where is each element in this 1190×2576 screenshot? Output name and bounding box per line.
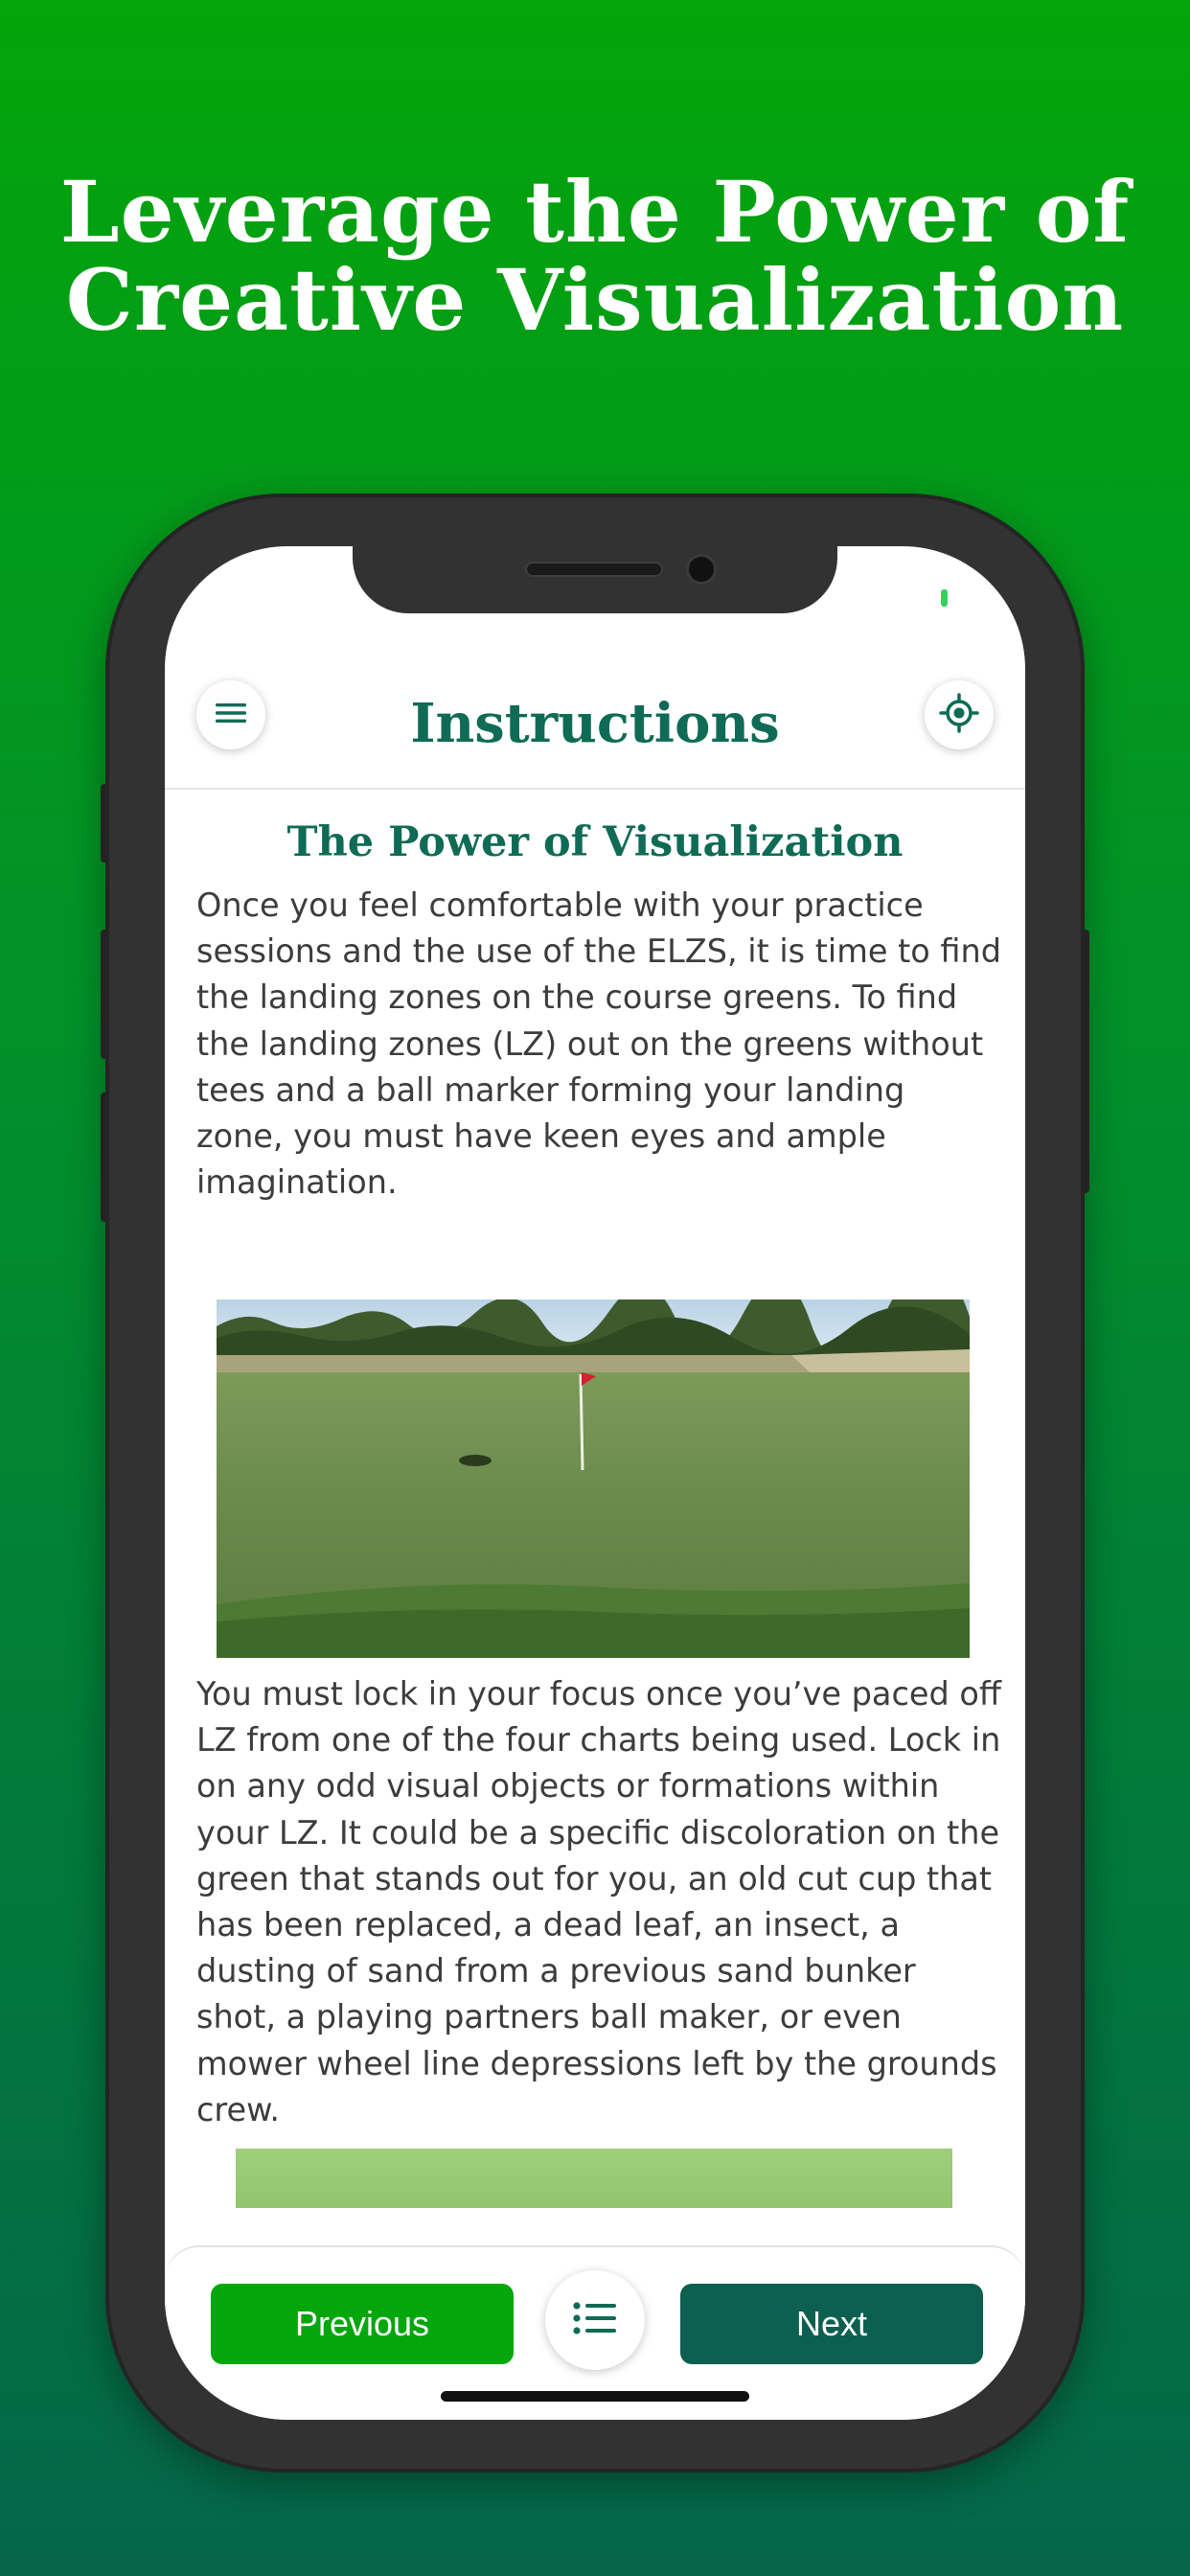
phone-screen	[165, 546, 1025, 2420]
speaker-grille	[525, 562, 663, 577]
location-button[interactable]	[925, 680, 994, 749]
section-title: The Power of Visualization	[286, 818, 904, 866]
paragraph-intro: Once you feel comfortable with your practice sessions and the use of the ELZS, it is time to find the landing zones on the course greens. To find the landing zones (LZ) out on the greens without tees and a ball marker forming your landing zone, you must have keen eyes and ample imagination.	[196, 886, 1001, 1202]
list-icon	[572, 2299, 618, 2341]
headline-line-2: Creative Visualization	[65, 250, 1125, 350]
golf-green-photo	[236, 2149, 952, 2208]
page-title: Instructions	[410, 692, 780, 755]
golf-green-with-flag-photo	[217, 1300, 970, 1658]
paragraph-focus: You must lock in your focus once you’ve paced off LZ from one of the four charts being used. Lock in on any odd visual objects or formations within your LZ. It could be a specific discoloration on the green that stands out for you, an old cut cup that has been replaced, a dead leaf, an insect, a dusting of sand from a previous sand bunker shot, a playing partners ball maker, or even mower wheel line depressions left by the grounds crew.	[196, 1675, 1001, 2128]
navigation-bar	[165, 680, 1025, 790]
headline-line-1: Leverage the Power of	[59, 162, 1131, 262]
phone-notch	[353, 546, 837, 613]
phone-frame	[105, 494, 1085, 2472]
headline	[0, 162, 1190, 350]
next-button[interactable]: Next	[680, 2284, 983, 2364]
front-camera	[686, 554, 717, 585]
status-indicator	[941, 589, 948, 607]
instructions-content[interactable]	[165, 790, 1025, 2208]
previous-button[interactable]: Previous	[211, 2284, 514, 2364]
home-indicator[interactable]	[441, 2391, 749, 2402]
crosshair-location-icon	[939, 693, 979, 737]
contents-list-button[interactable]	[545, 2270, 645, 2370]
